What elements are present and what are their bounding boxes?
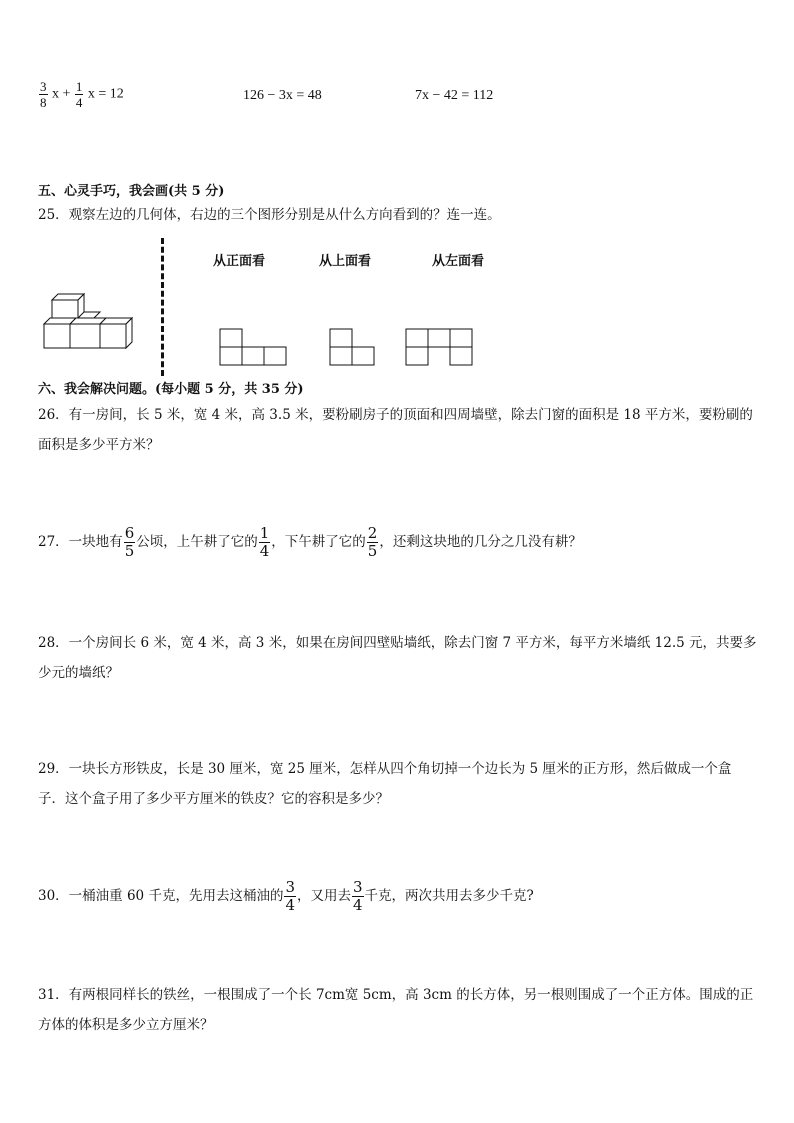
equation-text: x +	[52, 86, 71, 102]
fraction: $\frac{1}{4}$	[75, 79, 83, 110]
view-label-front: 从正面看	[213, 254, 266, 269]
question-30: 30．一桶油重 60 千克，先用去这桶油的 $\frac{3}{4}$ ，又用去 $\frac{3}{4}$ 千克，两次共用去多少千克?	[38, 878, 534, 914]
view-label-top: 从上面看	[319, 254, 372, 269]
cube-solid-figure	[40, 292, 144, 356]
view-label-left: 从左面看	[432, 254, 485, 269]
question-29: 29．一块长方形铁皮，长是 30 厘米，宽 25 厘米，怎样从四个角切掉一个边长为 5 厘米的正方形，然后做成一个盒子．这个盒子用了多少平方厘米的铁皮？它的容积是多少？	[38, 761, 732, 807]
view-figure-3	[405, 328, 475, 368]
equation-1	[38, 80, 124, 109]
question-28: 28．一个房间长 6 米，宽 4 米，高 3 米，如果在房间四壁贴墙纸，除去门窗 7 平方米，每平方米墙纸 12.5 元，共要多少元的墙纸？	[38, 635, 757, 681]
dashed-divider	[161, 238, 164, 376]
question-25: 25．观察左边的几何体，右边的三个图形分别是从什么方向看到的？连一连。	[38, 207, 501, 223]
view-figure-1	[219, 328, 289, 368]
fraction: $\frac{2}{5}$	[367, 524, 378, 560]
question-26: 26．有一房间，长 5 米，宽 4 米，高 3.5 米，要粉刷房子的顶面和四周墙壁，除去门窗的面积是 18 平方米，要粉刷的面积是多少平方米？	[38, 407, 753, 453]
fraction: $\frac{3}{8}$	[40, 79, 47, 110]
fraction: $\frac{3}{4}$	[353, 878, 363, 914]
section-6-heading: 六、我会解决问题。(每小题 5 分，共 35 分)	[38, 382, 304, 397]
fraction: $\frac{1}{4}$	[259, 524, 270, 560]
section-5-heading: 五、心灵手巧，我会画(共 5 分)	[38, 184, 225, 199]
fraction: $\frac{6}{5}$	[124, 524, 135, 560]
equation-text: x = 12	[87, 86, 124, 102]
fraction: $\frac{3}{4}$	[285, 878, 295, 914]
question-27: 27．一块地有 $\frac{6}{5}$ 公顷，上午耕了它的 $\frac{1}{4}$ ，下午耕了它的 $\frac{2}{5}$ ，还剩这块地的几分之几没有耕？	[38, 524, 582, 560]
equation-2: 126 − 3x = 48	[243, 88, 322, 103]
question-31: 31．有两根同样长的铁丝，一根围成了一个长 7cm宽 5cm，高 3cm 的长方体，另一根则围成了一个正方体。围成的正方体的体积是多少立方厘米？	[38, 987, 754, 1033]
equation-3: 7x − 42 = 112	[415, 88, 494, 103]
view-figure-2	[329, 328, 377, 368]
